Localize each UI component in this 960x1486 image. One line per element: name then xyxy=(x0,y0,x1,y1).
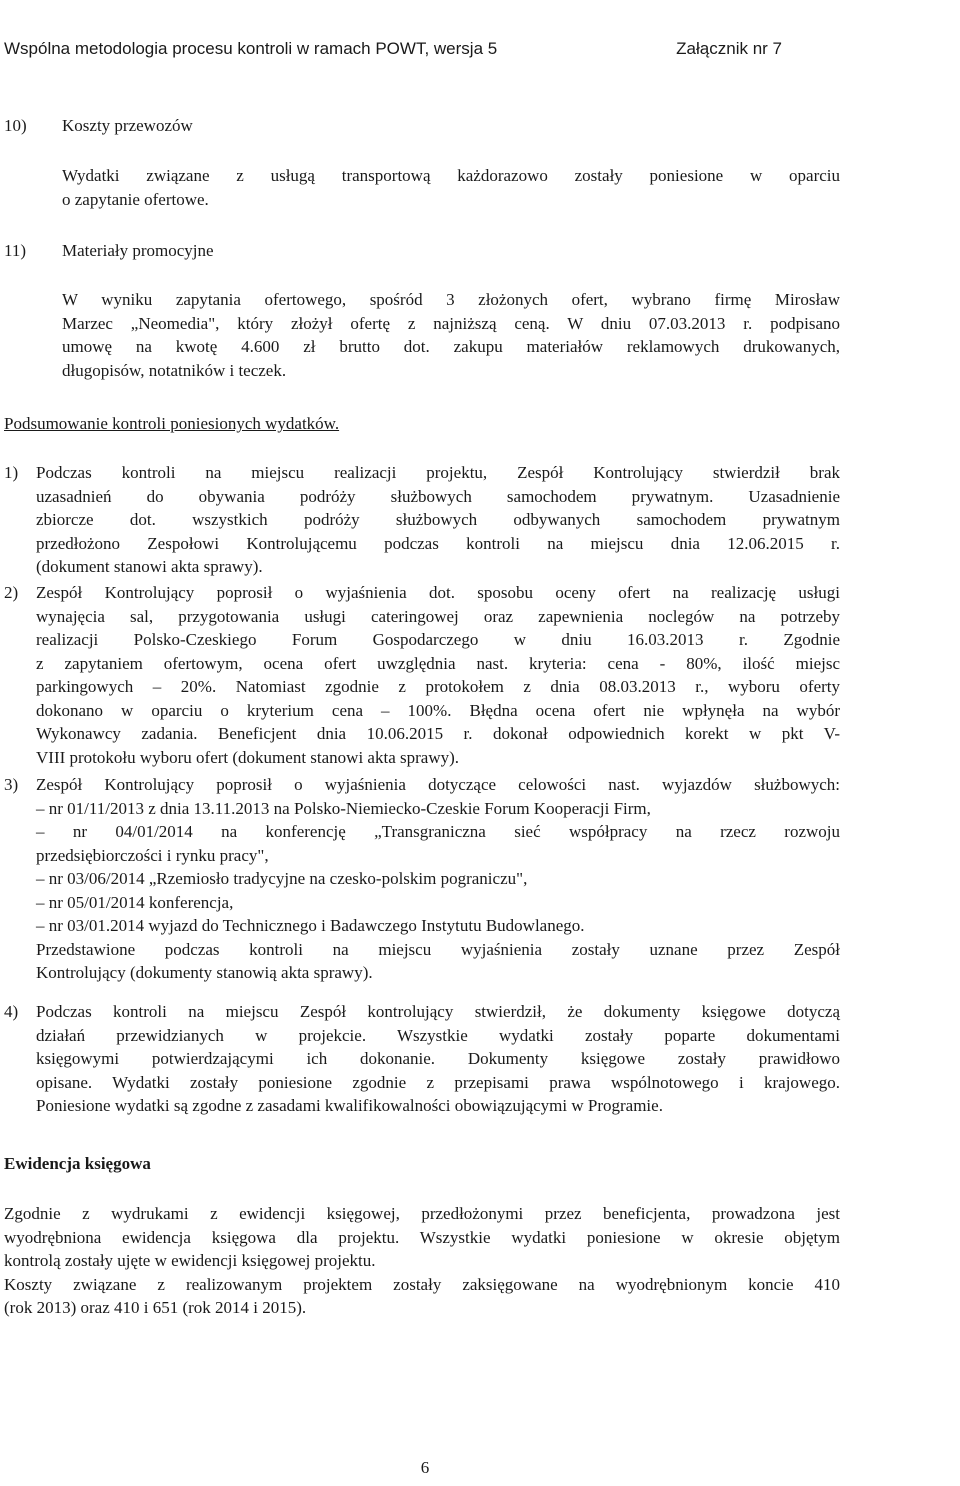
ewidencja-body xyxy=(4,1202,840,1320)
point-line: przedsiębiorczości i rynku pracy", xyxy=(36,845,269,865)
point3-body xyxy=(36,773,840,985)
section11-line: długopisów, notatników i teczek. xyxy=(62,360,287,380)
summary-heading: Podsumowanie kontroli poniesionych wydatków. xyxy=(4,414,340,433)
section11-title: Materiały promocyjne xyxy=(62,241,214,260)
section11-line: umowę na kwotę 4.600 zł brutto dot. zakupu materiałów reklamowych drukowanych, xyxy=(62,337,840,356)
point-line: – nr 01/11/2013 z dnia 13.11.2013 na Polsko-Niemiecko-Czeskie Forum Kooperacji Firm, xyxy=(36,798,651,818)
point-line: Zespół Kontrolujący poprosił o wyjaśnienia dotyczące celowości nast. wyjazdów służbowych: xyxy=(36,775,840,794)
point-line: VIII protokołu wyboru ofert (dokument stanowi akta sprawy). xyxy=(36,747,460,767)
point-line: Wykonawcy zadania. Beneficjent dnia 10.06.2015 r. dokonał odpowiednich korekt w pkt V- xyxy=(36,724,840,743)
point4-number: 4) xyxy=(4,1002,19,1021)
point-line: uzasadnień do obywania podróży służbowych samochodem prywatnym. Uzasadnienie xyxy=(36,486,840,506)
point-line: – nr 03/06/2014 „Rzemiosło tradycyjne na czesko-polskim pograniczu", xyxy=(36,869,528,888)
section10-title: Koszty przewozów xyxy=(62,116,193,135)
ewidencja-title: Ewidencja księgowa xyxy=(4,1154,151,1173)
section11-body xyxy=(62,288,840,382)
point-line: Poniesione wydatki są zgodne z zasadami kwalifikowalności obowiązującymi w Programie. xyxy=(36,1096,663,1115)
section11-line: Marzec „Neomedia", który złożył ofertę z najniższą ceną. W dniu 07.03.2013 r. podpisano xyxy=(62,313,840,333)
point-line: Kontrolujący (dokumenty stanowią akta sprawy). xyxy=(36,963,373,982)
point-line: księgowymi potwierdzającymi ich dokonanie. Dokumenty księgowe zostały prawidłowo xyxy=(36,1049,840,1068)
ewidencja-line: Koszty związane z realizowanym projektem zostały zaksięgowane na wyodrębnionym koncie 410 xyxy=(4,1274,840,1294)
point1-body xyxy=(36,461,840,579)
point2-body xyxy=(36,581,840,769)
point-line: zbiorcze dot. wszystkich podróży służbowych odbywanych samochodem prywatnym xyxy=(36,510,840,529)
point-line: – nr 03/01.2014 wyjazd do Technicznego i Badawczego Instytutu Budowlanego. xyxy=(36,916,585,935)
point-line: wynajęcia sal, przygotowania usługi cateringowej oraz zapewnienia noclegów na potrzeby xyxy=(36,606,840,626)
section10-number: 10) xyxy=(4,116,27,135)
point-line: Przedstawione podczas kontroli na miejscu wyjaśnienia zostały uznane przez Zespół xyxy=(36,939,840,959)
point-line: realizacji Polsko-Czeskiego Forum Gospodarczego w dniu 16.03.2013 r. Zgodnie xyxy=(36,630,840,649)
point-line: działań przewidzianych w projekcie. Wszystkie wydatki zostały poparte dokumentami xyxy=(36,1025,840,1045)
point-line: z zapytaniem ofertowym, ocena ofert uwzględnia nast. kryteria: cena - 80%, ilość miejsc xyxy=(36,653,840,673)
section10-line: Wydatki związane z usługą transportową każdorazowo zostały poniesione w oparciu xyxy=(62,166,840,185)
point1-number: 1) xyxy=(4,463,19,482)
ewidencja-line: Zgodnie z wydrukami z ewidencji księgowej, przedłożonymi przez beneficjenta, prowadzona jest xyxy=(4,1204,840,1223)
point-line: parkingowych – 20%. Natomiast zgodnie z protokołem z dnia 08.03.2013 r., wyboru oferty xyxy=(36,677,840,696)
point-line: dokonano w oparciu o kryterium cena – 100%. Błędna ocena ofert nie wpłynęła na wybór xyxy=(36,700,840,720)
section10-body xyxy=(62,164,840,211)
point-line: Podczas kontroli na miejscu realizacji projektu, Zespół Kontrolujący stwierdził brak xyxy=(36,463,840,482)
page-header xyxy=(4,39,954,59)
page-number: 6 xyxy=(420,1458,430,1477)
point-line: opisane. Wydatki zostały poniesione zgodnie z przepisami prawa wspólnotowego i krajowego. xyxy=(36,1072,840,1092)
section11-line: W wyniku zapytania ofertowego, spośród 3 złożonych ofert, wybrano firmę Mirosław xyxy=(62,290,840,309)
header-attachment: Załącznik nr 7 xyxy=(676,39,782,58)
ewidencja-line: (rok 2013) oraz 410 i 651 (rok 2014 i 2015). xyxy=(4,1298,307,1317)
point-line: – nr 05/01/2014 konferencja, xyxy=(36,892,234,912)
point-line: (dokument stanowi akta sprawy). xyxy=(36,557,263,576)
point-line: Zespół Kontrolujący poprosił o wyjaśnienia dot. sposobu oceny ofert na realizację usługi xyxy=(36,583,840,602)
point3-number: 3) xyxy=(4,775,19,794)
section10-line: o zapytanie ofertowe. xyxy=(62,189,209,209)
point2-number: 2) xyxy=(4,583,19,602)
ewidencja-line: wyodrębniona ewidencja księgowa dla projektu. Wszystkie wydatki poniesione w okresie objętym xyxy=(4,1227,840,1247)
point-line: Podczas kontroli na miejscu Zespół kontrolujący stwierdził, że dokumenty księgowe dotyczą xyxy=(36,1002,840,1021)
ewidencja-line: kontrolą zostały ujęte w ewidencji księgowej projektu. xyxy=(4,1251,376,1270)
point-line: przedłożono Zespołowi Kontrolującemu podczas kontroli na miejscu dnia 12.06.2015 r. xyxy=(36,533,840,553)
section11-number: 11) xyxy=(4,241,27,260)
header-title: Wspólna metodologia procesu kontroli w ramach POWT, wersja 5 xyxy=(4,39,498,58)
point4-body xyxy=(36,1000,840,1118)
point-line: – nr 04/01/2014 na konferencję „Transgraniczna sieć współpracy na rzecz rozwoju xyxy=(36,822,840,841)
